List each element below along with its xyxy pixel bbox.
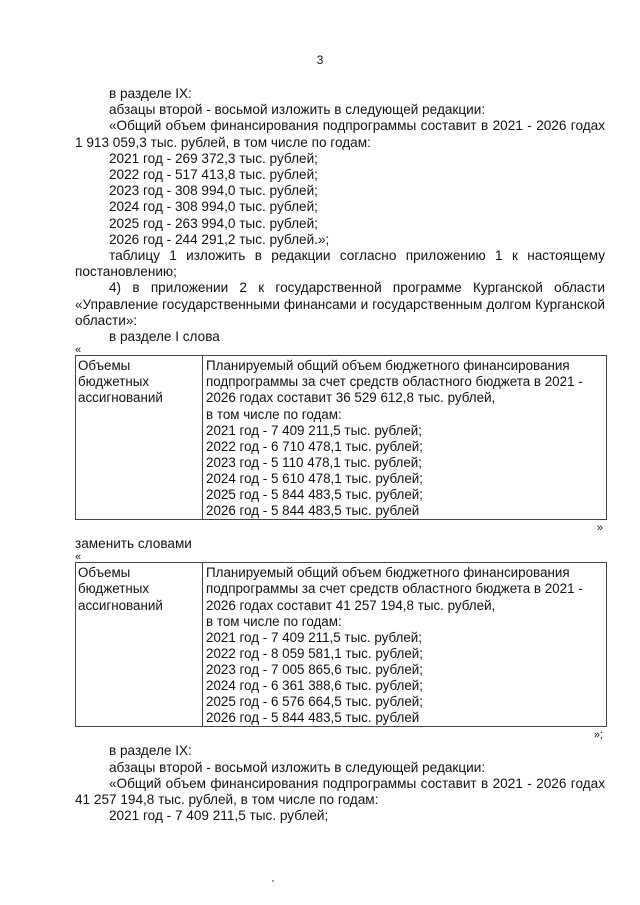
- table-year-line: 2024 год - 6 361 388,6 тыс. рублей;: [206, 678, 423, 694]
- table-year-line: 2025 год - 5 844 483,5 тыс. рублей;: [206, 487, 423, 502]
- year-line: 2023 год - 308 994,0 тыс. рублей;: [109, 183, 318, 199]
- table-year-line: 2021 год - 7 409 211,5 тыс. рублей;: [206, 629, 422, 645]
- scan-speck: [272, 880, 274, 882]
- table-label-cell: Объемы бюджетных ассигнований: [76, 563, 203, 727]
- table-year-line: 2023 год - 5 110 478,1 тыс. рублей;: [206, 454, 422, 470]
- item-4-paragraph: 4) в приложении 2 к государственной программе Курганской области «Управление государственными финансами и государственным долгом Курганской области»:: [75, 280, 605, 328]
- table-year-line: 2024 год - 5 610 478,1 тыс. рублей;: [206, 470, 423, 486]
- year-line: 2022 год - 517 413,8 тыс. рублей;: [109, 167, 318, 183]
- table-instruction: таблицу 1 изложить в редакции согласно приложению 1 к настоящему постановлению;: [75, 248, 605, 280]
- section-heading: в разделе IX:: [109, 86, 192, 101]
- replace-words: заменить словами: [75, 536, 192, 552]
- table-value-cell: [203, 356, 607, 520]
- table-year-line: 2025 год - 6 576 664,5 тыс. рублей;: [206, 694, 423, 710]
- table-by-years: в том числе по годам:: [206, 613, 342, 629]
- page-number: 3: [316, 53, 324, 67]
- section-heading: в разделе IX:: [109, 743, 192, 759]
- year-line: 2021 год - 7 409 211,5 тыс. рублей;: [109, 808, 329, 824]
- open-quote: «: [75, 344, 82, 357]
- funding-total-paragraph: «Общий объем финансирования подпрограммы составит в 2021 - 2026 годах 1 913 059,3 тыс. рублей, в том числе по годам:: [75, 118, 605, 150]
- section-words: в разделе I слова: [109, 329, 220, 345]
- table-intro: Планируемый общий объем бюджетного финансирования подпрограммы за счет средств областного бюджета в 2021 - 2026 годах составит 36 529 612,8 тыс. рублей,: [206, 358, 583, 406]
- table-intro: Планируемый общий объем бюджетного финансирования подпрограммы за счет средств областного бюджета в 2021 - 2026 годах составит 41 257 194,8 тыс. рублей,: [206, 565, 583, 613]
- table-year-line: 2021 год - 7 409 211,5 тыс. рублей;: [206, 422, 422, 438]
- table-year-line: 2022 год - 8 059 581,1 тыс. рублей;: [206, 645, 423, 661]
- paragraph-instruction: абзацы второй - восьмой изложить в следующей редакции:: [109, 102, 486, 118]
- new-funding-table: [75, 562, 607, 727]
- table-year-line: 2023 год - 7 005 865,6 тыс. рублей;: [206, 661, 423, 677]
- paragraph-instruction: абзацы второй - восьмой изложить в следующей редакции:: [109, 759, 486, 775]
- open-quote: «: [75, 551, 82, 564]
- close-quote-semicolon: »;: [593, 729, 603, 742]
- document-body: [75, 86, 605, 824]
- table-year-line: 2026 год - 5 844 483,5 тыс. рублей: [206, 503, 420, 519]
- funding-total-paragraph: «Общий объем финансирования подпрограммы составит в 2021 - 2026 годах 41 257 194,8 тыс. рублей, в том числе по годам:: [75, 775, 605, 807]
- close-quote: »: [596, 522, 603, 535]
- year-line: 2021 год - 269 372,3 тыс. рублей;: [109, 150, 318, 166]
- year-line: 2025 год - 263 994,0 тыс. рублей;: [109, 215, 318, 231]
- year-line: 2024 год - 308 994,0 тыс. рублей;: [109, 199, 318, 215]
- table-by-years: в том числе по годам:: [206, 406, 342, 422]
- table-year-line: 2022 год - 6 710 478,1 тыс. рублей;: [206, 438, 423, 454]
- table-value-cell: [203, 563, 607, 727]
- year-line: 2026 год - 244 291,2 тыс. рублей.»;: [109, 231, 330, 247]
- old-funding-table: [75, 355, 607, 520]
- table-label-cell: Объемы бюджетных ассигнований: [76, 356, 203, 520]
- table-year-line: 2026 год - 5 844 483,5 тыс. рублей: [206, 710, 420, 726]
